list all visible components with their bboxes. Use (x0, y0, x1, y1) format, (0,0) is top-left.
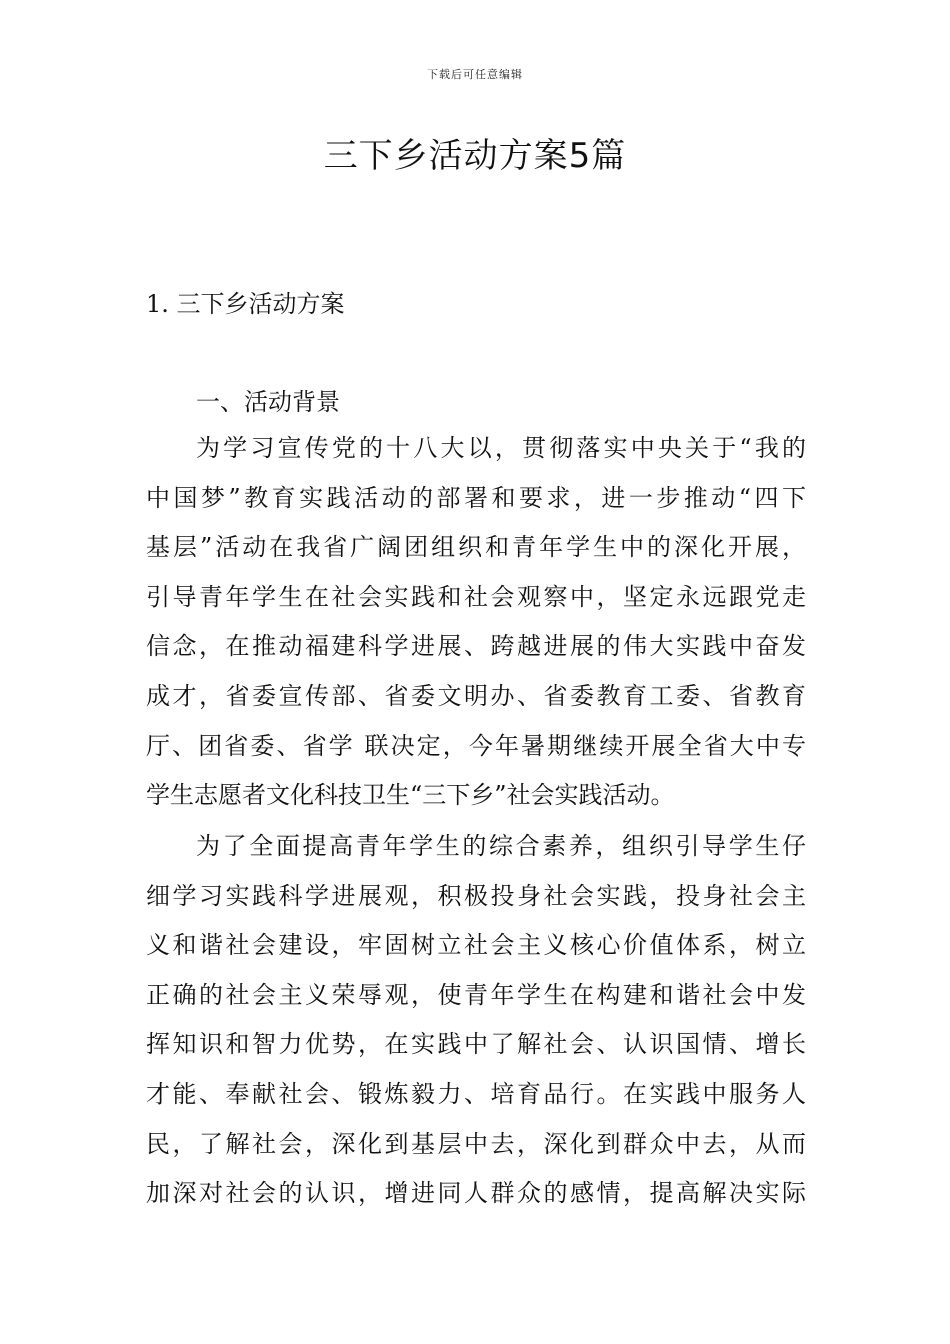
paragraph-line: 基层”活动在我省广阔团组织和青年学生中的深化开展， (146, 533, 806, 562)
subheading-background: 一、活动背景 (196, 388, 340, 416)
paragraph-line: 义和谐社会建设，牢固树立社会主义核心价值体系，树立 (146, 931, 806, 960)
document-title: 三下乡活动方案5篇 (323, 136, 627, 176)
paragraph-line: 挥知识和智力优势，在实践中了解社会、认识国情、增长 (146, 1030, 806, 1059)
paragraph-line: 加深对社会的认识，增进同人群众的感情，提高解决实际 (146, 1179, 806, 1208)
section-heading: 1. 三下乡活动方案 (146, 290, 345, 318)
paragraph-line: 才能、奉献社会、锻炼毅力、培育品行。在实践中服务人 (146, 1079, 806, 1108)
paragraph-line: 为了全面提高青年学生的综合素养，组织引导学生仔 (196, 832, 806, 860)
paragraph-line: 正确的社会主义荣辱观，使青年学生在构建和谐社会中发 (146, 980, 806, 1009)
download-note: 下载后可任意编辑 (427, 68, 523, 81)
paragraph-line: 中国梦”教育实践活动的部署和要求，进一步推动“四下 (146, 483, 806, 512)
paragraph-line: 引导青年学生在社会实践和社会观察中，坚定永远跟党走 (146, 582, 806, 611)
paragraph-line: 厅、团省委、省学 联决定，今年暑期继续开展全省大中专 (146, 731, 806, 760)
paragraph-line: 信念，在推动福建科学进展、跨越进展的伟大实践中奋发 (146, 632, 806, 661)
paragraph-line: 为学习宣传党的十八大以，贯彻落实中央关于“我的 (196, 434, 806, 462)
paragraph-line: 学生志愿者文化科技卫生“三下乡”社会实践活动。 (146, 781, 675, 810)
paragraph-2 (146, 822, 806, 1219)
paragraph-line: 民，了解社会，深化到基层中去，深化到群众中去，从而 (146, 1129, 806, 1158)
paragraph-line: 成才，省委宣传部、省委文明办、省委教育工委、省教育 (146, 681, 806, 710)
paragraph-1 (146, 424, 806, 821)
paragraph-line: 细学习实践科学进展观，积极投身社会实践，投身社会主 (146, 881, 806, 910)
